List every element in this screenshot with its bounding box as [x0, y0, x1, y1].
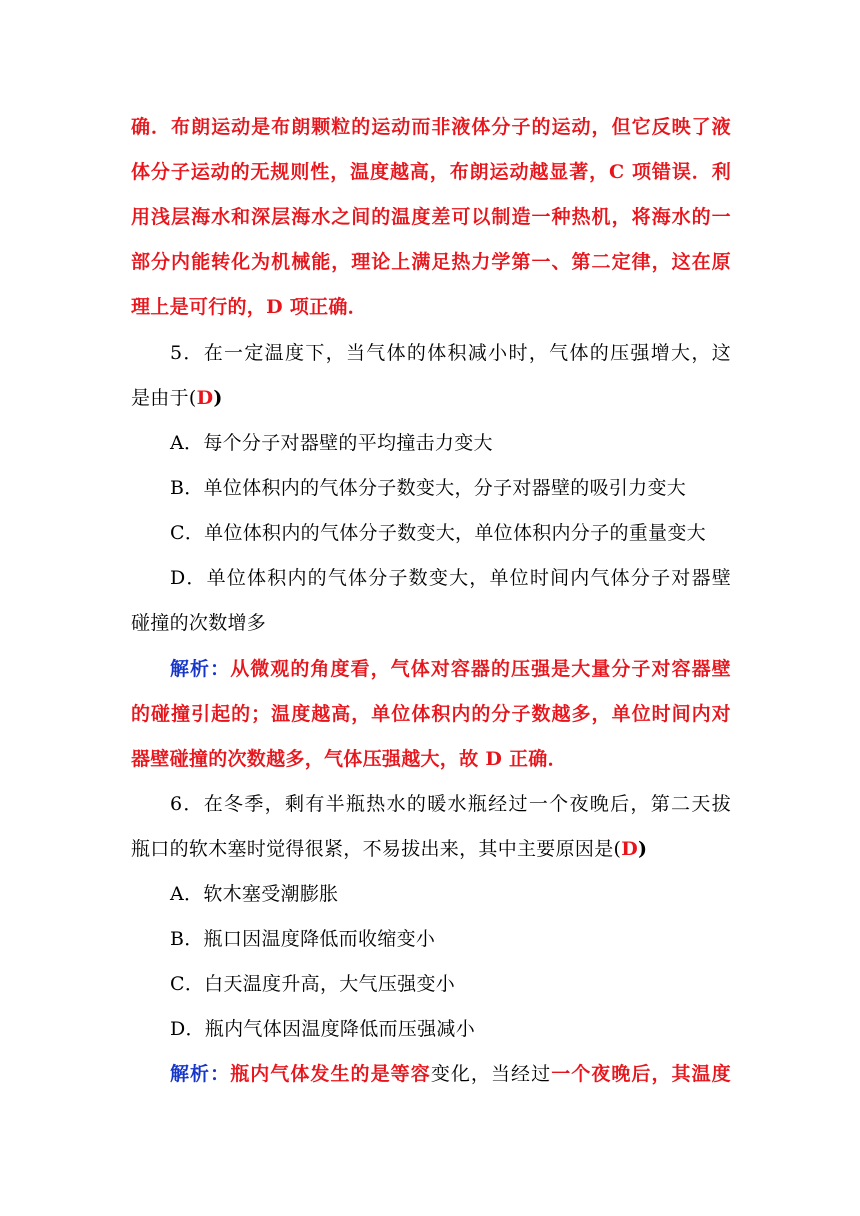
question-6-answer: D — [621, 838, 638, 860]
explanation-text-a: 从微观的角度看，气体 — [230, 658, 431, 680]
question-5-option-c: C．单位体积内的气体分子数变大，单位体积内分子的重量变大 — [170, 522, 706, 544]
question-6-option-b: B．瓶口因温度降低而收缩变小 — [170, 928, 436, 950]
explanation-text-part-3: 一个夜晚后，其温度 — [551, 1063, 731, 1085]
explanation-4-line-2: 体分子运动的无规则性，温度越高，布朗运动越显著，C 项错误．利 — [131, 161, 731, 183]
question-5-stem-prefix: 是由于( — [131, 387, 197, 409]
explanation-text-part-1: 瓶内气体发生的是等容 — [230, 1063, 431, 1085]
explanation-label: 解析： — [170, 1063, 231, 1085]
explanation-text-b: 对容器的压强是大量分子对容器壁 — [430, 658, 731, 680]
question-5-option-a: A．每个分子对器壁的平均撞击力变大 — [170, 432, 493, 454]
question-5-stem-suffix: ) — [213, 387, 223, 409]
question-5-answer: D — [196, 387, 214, 409]
question-5-option-b: B．单位体积内的气体分子数变大，分子对器壁的吸引力变大 — [170, 477, 687, 499]
question-6-stem-suffix: ) — [638, 838, 648, 860]
question-5-option-d-line-2: 碰撞的次数增多 — [131, 612, 267, 634]
question-6-explanation-line-1 — [170, 1059, 731, 1089]
question-5-explanation-line-2: 的碰撞引起的；温度越高，单位体积内的分子数越多，单位时间内对 — [131, 703, 731, 725]
question-6-option-c: C．白天温度升高，大气压强变小 — [170, 973, 456, 995]
explanation-label: 解析： — [170, 658, 231, 680]
question-6-option-d: D．瓶内气体因温度降低而压强减小 — [170, 1018, 476, 1040]
question-5-stem-line-1: 5．在一定温度下，当气体的体积减小时，气体的压强增大，这 — [170, 342, 731, 364]
question-5-explanation-line-1 — [170, 654, 731, 684]
question-5-stem-line-2 — [131, 383, 731, 413]
explanation-4-line-1: 确．布朗运动是布朗颗粒的运动而非液体分子的运动，但它反映了液 — [131, 116, 731, 138]
question-6-stem-prefix: 瓶口的软木塞时觉得很紧，不易拔出来，其中主要原因是( — [131, 838, 622, 860]
question-6-stem-line-2 — [131, 834, 731, 864]
question-5-explanation-line-3: 器壁碰撞的次数越多，气体压强越大，故 D 正确． — [131, 748, 567, 770]
question-6-option-a: A．软木塞受潮膨胀 — [170, 883, 339, 905]
explanation-text-part-2: 变化，当经过 — [430, 1063, 552, 1085]
explanation-4-line-4: 部分内能转化为机械能，理论上满足热力学第一、第二定律，这在原 — [131, 251, 731, 273]
question-5-option-d-line-1: D．单位体积内的气体分子数变大，单位时间内气体分子对器壁 — [170, 567, 731, 589]
explanation-4-line-3: 用浅层海水和深层海水之间的温度差可以制造一种热机，将海水的一 — [131, 206, 731, 228]
explanation-4-line-5: 理上是可行的，D 项正确． — [131, 296, 367, 318]
question-6-stem-line-1: 6．在冬季，剩有半瓶热水的暖水瓶经过一个夜晚后，第二天拔 — [170, 793, 731, 815]
